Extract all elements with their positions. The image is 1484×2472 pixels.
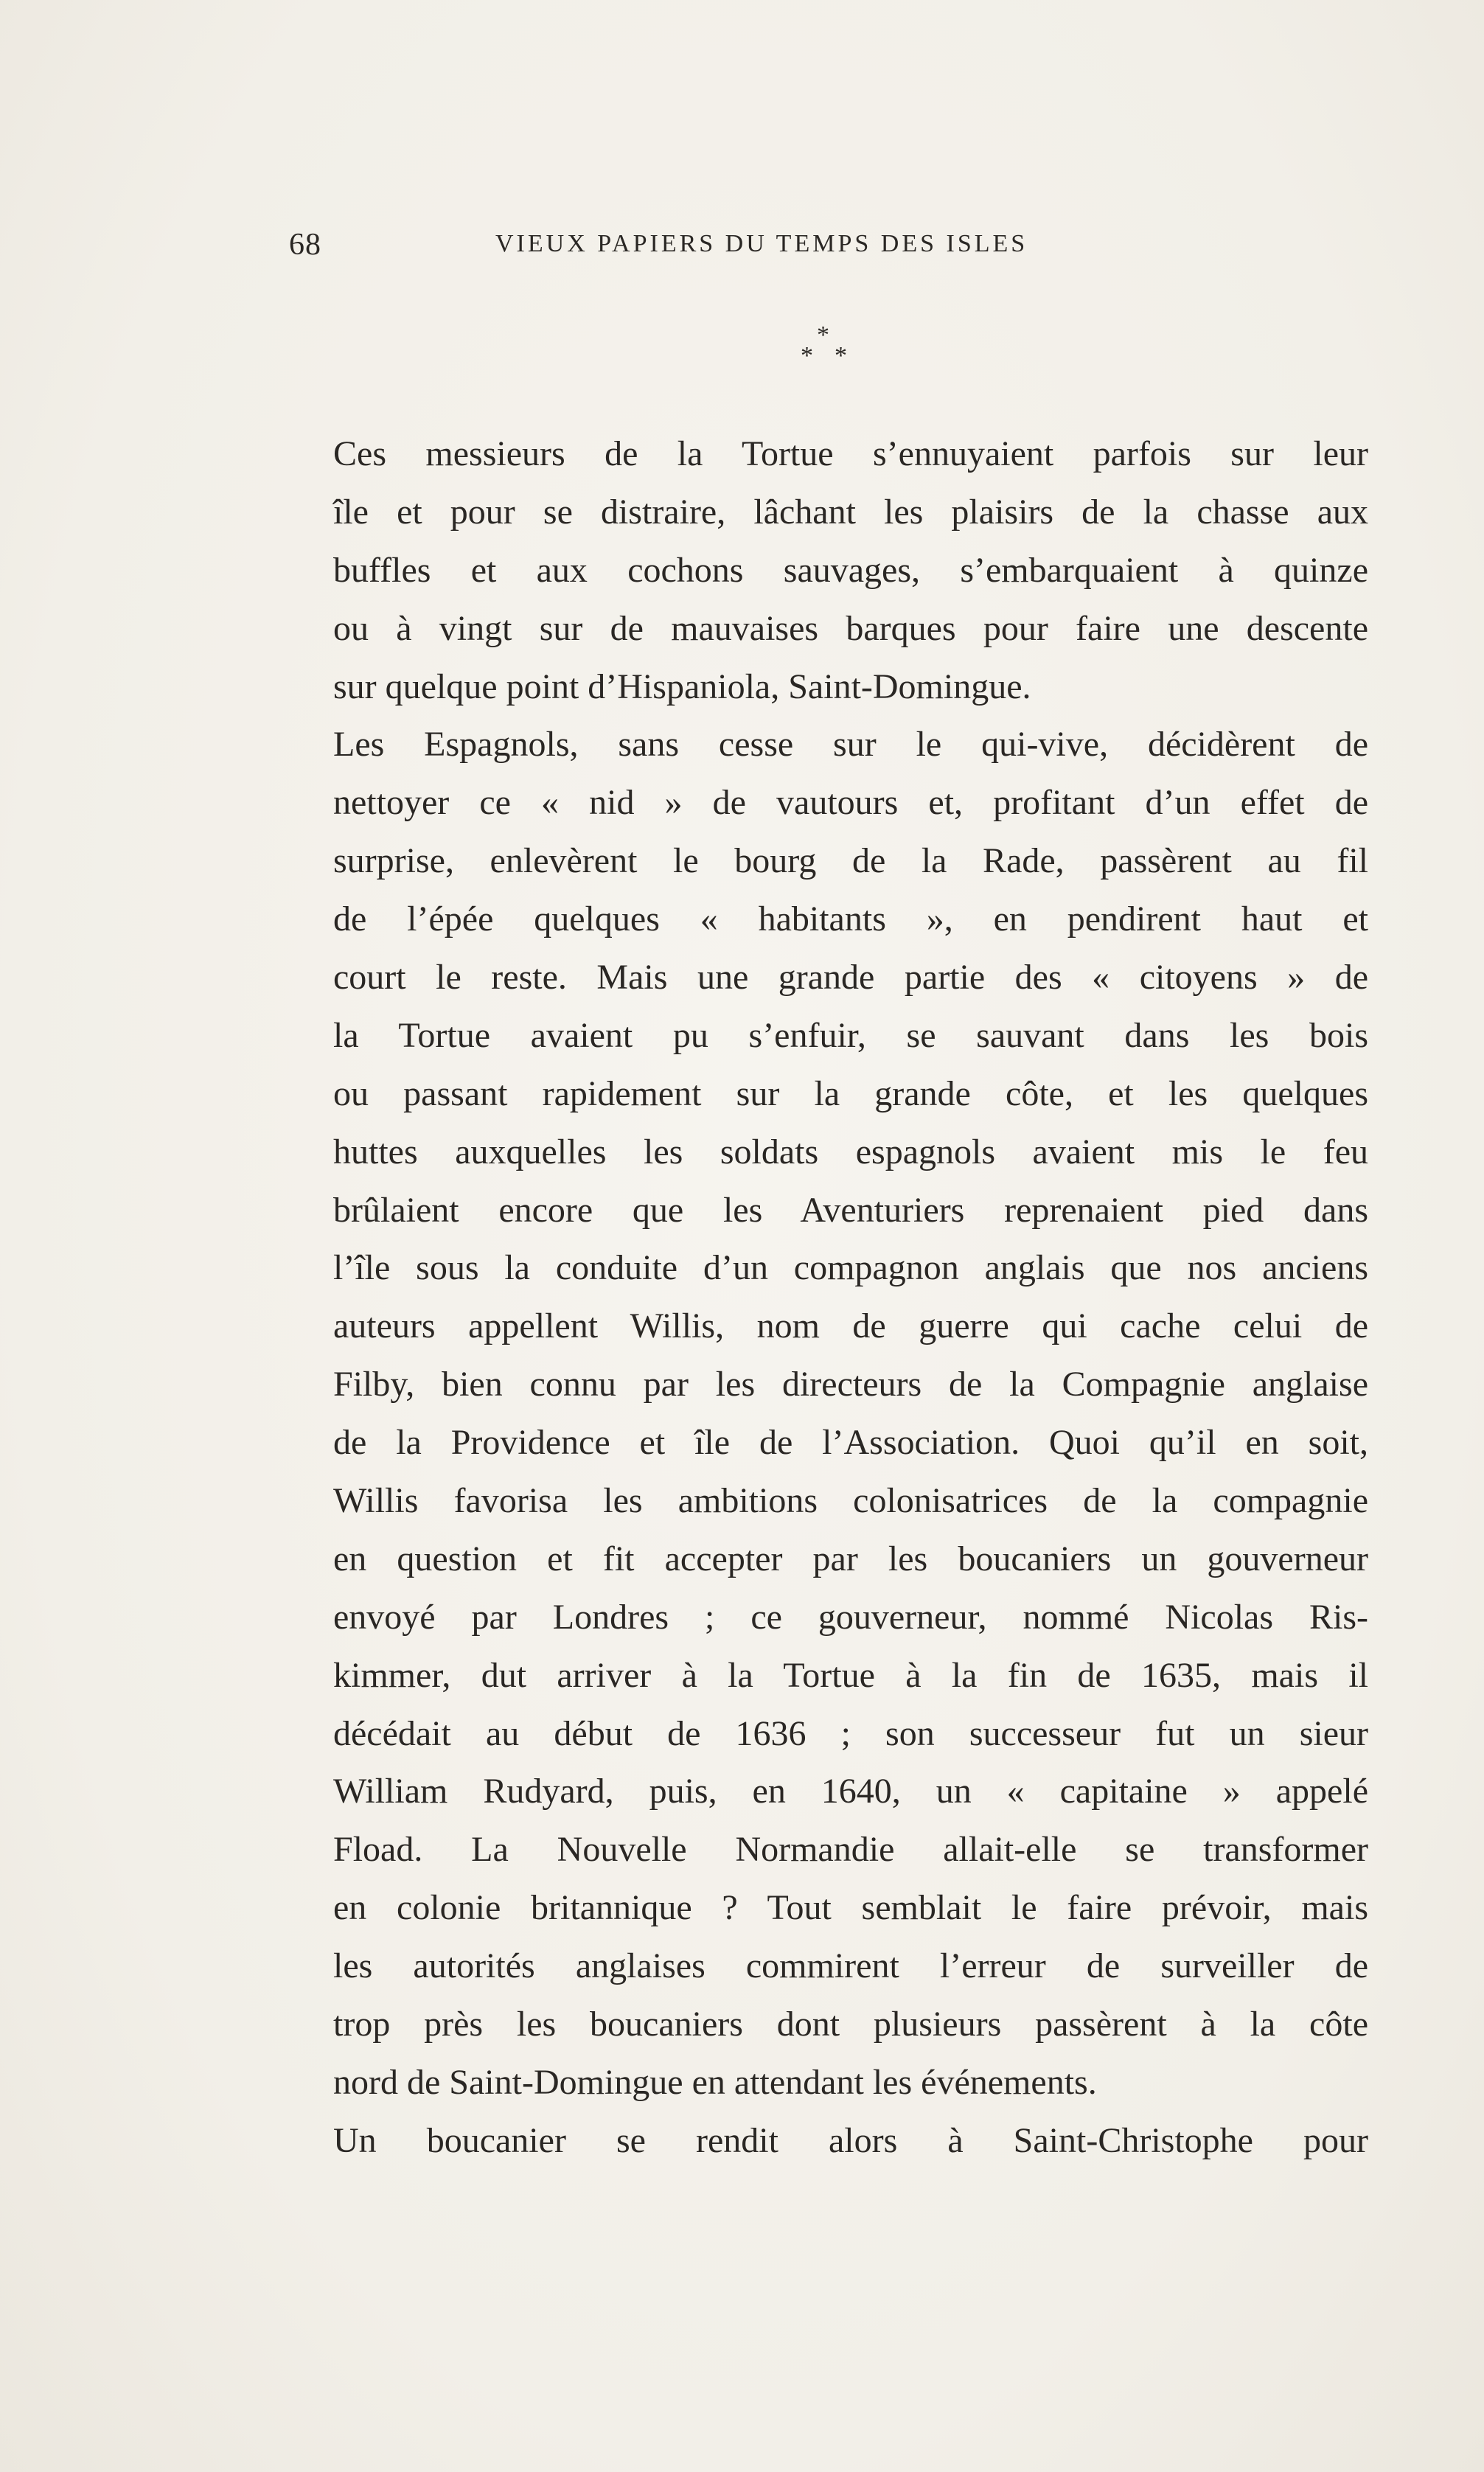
text-line: la Tortue avaient pu s’enfuir, se sauvant dans les bois [333, 1015, 1368, 1055]
text-line: Ces messieurs de la Tortue s’ennuyaient parfois sur leur [333, 434, 1368, 473]
text-line: Filby, bien connu par les directeurs de la Compagnie anglaise [333, 1365, 1368, 1404]
text-line: trop près les boucaniers dont plusieurs passèrent à la côte [333, 2005, 1368, 2044]
body-text [293, 425, 1368, 2170]
text-line: ou à vingt sur de mauvaises barques pour faire une descente [333, 608, 1368, 648]
text-line: surprise, enlevèrent le bourg de la Rade, passèrent au fil [333, 841, 1368, 881]
text-line: sur quelque point d’Hispaniola, Saint-Domingue. [333, 666, 1031, 706]
text-line: île et pour se distraire, lâchant les plaisirs de la chasse aux [333, 492, 1368, 532]
text-line: auteurs appellent Willis, nom de guerre qui cache celui de [333, 1306, 1368, 1346]
text-line: ou passant rapidement sur la grande côte, et les quelques [333, 1073, 1368, 1113]
text-line: les autorités anglaises commirent l’erreur de surveiller de [333, 1946, 1368, 1986]
text-line: de la Providence et île de l’Association. Quoi qu’il en soit, [333, 1423, 1368, 1463]
asterism-star-top: * [817, 321, 829, 349]
text-line: nord de Saint-Domingue en attendant les événements. [333, 2062, 1097, 2102]
text-line: en question et fit accepter par les boucaniers un gouverneur [333, 1539, 1368, 1578]
text-line: buffles et aux cochons sauvages, s’embarquaient à quinze [333, 550, 1368, 590]
text-line: décédait au début de 1636 ; son successeur fut un sieur [333, 1713, 1368, 1753]
paragraph [293, 2112, 1368, 2170]
text-line: de l’épée quelques « habitants », en pendirent haut et [333, 899, 1368, 939]
text-line: kimmer, dut arriver à la Tortue à la fin de 1635, mais il [333, 1655, 1368, 1695]
text-line: Un boucanier se rendit alors à Saint-Christophe pour [333, 2120, 1368, 2160]
running-title: VIEUX PAPIERS DU TEMPS DES ISLES [495, 230, 1028, 257]
asterism-star-left: * [801, 342, 813, 369]
text-line: en colonie britannique ? Tout semblait le faire prévoir, mais [333, 1888, 1368, 1928]
text-line: Les Espagnols, sans cesse sur le qui-vive, décidèrent de [333, 725, 1368, 765]
text-line: brûlaient encore que les Aventuriers reprenaient pied dans [333, 1190, 1368, 1230]
text-line: huttes auxquelles les soldats espagnols avaient mis le feu [333, 1132, 1368, 1171]
paragraph [293, 425, 1368, 716]
text-line: William Rudyard, puis, en 1640, un « capitaine » appelé [333, 1772, 1368, 1811]
text-line: nettoyer ce « nid » de vautours et, profitant d’un effet de [333, 783, 1368, 823]
text-line: l’île sous la conduite d’un compagnon anglais que nos anciens [333, 1248, 1368, 1288]
asterism-ornament [796, 323, 855, 375]
text-line: court le reste. Mais une grande partie des « citoyens » de [333, 958, 1368, 997]
running-head [289, 227, 1365, 268]
page-number: 68 [289, 228, 321, 262]
text-line: envoyé par Londres ; ce gouverneur, nommé Nicolas Ris- [333, 1597, 1368, 1637]
text-line: Willis favorisa les ambitions colonisatrices de la compagnie [333, 1481, 1368, 1521]
asterism-star-right: * [835, 342, 847, 369]
text-line: Fload. La Nouvelle Normandie allait-elle se transformer [333, 1830, 1368, 1870]
paragraph [293, 716, 1368, 2111]
